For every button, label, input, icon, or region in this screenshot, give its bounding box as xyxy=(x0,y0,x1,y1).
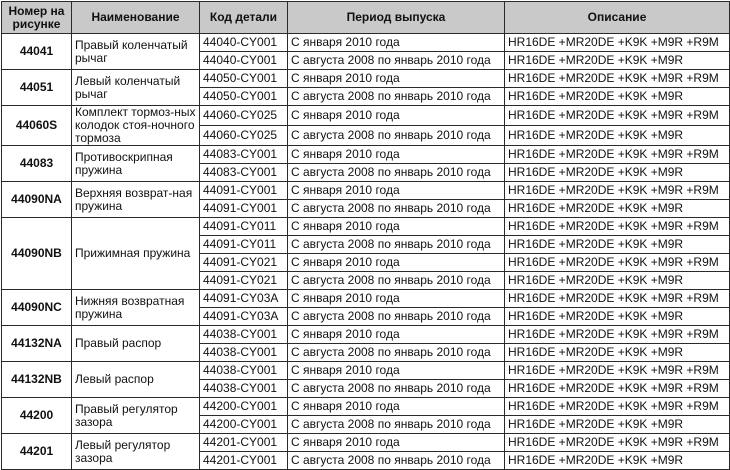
production-period-cell: С января 2010 года xyxy=(288,182,505,200)
production-period-cell: С августа 2008 по январь 2010 года xyxy=(288,380,505,398)
production-period-cell: С января 2010 года xyxy=(288,362,505,380)
part-code-cell: 44091-CY03A xyxy=(200,308,288,326)
description-cell: HR16DE +MR20DE +K9K +M9R xyxy=(505,52,730,70)
description-cell: HR16DE +MR20DE +K9K +M9R +R9M xyxy=(505,362,730,380)
table-header xyxy=(2,2,730,34)
production-period-cell: С января 2010 года xyxy=(288,34,505,52)
production-period-cell: С января 2010 года xyxy=(288,398,505,416)
table-row xyxy=(2,34,730,52)
header-row xyxy=(2,2,730,34)
production-period-cell: С августа 2008 по январь 2010 года xyxy=(288,164,505,182)
description-cell: HR16DE +MR20DE +K9K +M9R xyxy=(505,344,730,362)
part-code-cell: 44040-CY001 xyxy=(200,52,288,70)
description-cell: HR16DE +MR20DE +K9K +M9R +R9M xyxy=(505,34,730,52)
header-part-code: Код детали xyxy=(200,2,288,34)
part-code-cell: 44060-CY025 xyxy=(200,126,288,146)
description-cell: HR16DE +MR20DE +K9K +M9R +R9M xyxy=(505,70,730,88)
production-period-cell: С августа 2008 по январь 2010 года xyxy=(288,344,505,362)
part-name-cell: Нижняя возвратная пружина xyxy=(72,290,200,326)
production-period-cell: С августа 2008 по январь 2010 года xyxy=(288,452,505,470)
production-period-cell: С января 2010 года xyxy=(288,70,505,88)
part-code-cell: 44200-CY001 xyxy=(200,398,288,416)
figure-number-cell: 44051 xyxy=(2,70,72,106)
description-cell: HR16DE +MR20DE +K9K +M9R +R9M xyxy=(505,182,730,200)
description-cell: HR16DE +MR20DE +K9K +M9R +R9M xyxy=(505,146,730,164)
part-code-cell: 44038-CY001 xyxy=(200,380,288,398)
production-period-cell: С января 2010 года xyxy=(288,218,505,236)
parts-table xyxy=(1,1,730,470)
production-period-cell: С января 2010 года xyxy=(288,254,505,272)
part-code-cell: 44091-CY021 xyxy=(200,272,288,290)
part-code-cell: 44091-CY021 xyxy=(200,254,288,272)
part-code-cell: 44083-CY001 xyxy=(200,164,288,182)
figure-number-cell: 44083 xyxy=(2,146,72,182)
production-period-cell: С августа 2008 по январь 2010 года xyxy=(288,88,505,106)
description-cell: HR16DE +MR20DE +K9K +M9R +R9M xyxy=(505,290,730,308)
part-code-cell: 44201-CY001 xyxy=(200,434,288,452)
part-name-cell: Левый коленчатый рычаг xyxy=(72,70,200,106)
figure-number-cell: 44041 xyxy=(2,34,72,70)
description-cell: HR16DE +MR20DE +K9K +M9R +R9M xyxy=(505,380,730,398)
part-code-cell: 44038-CY001 xyxy=(200,362,288,380)
part-code-cell: 44091-CY001 xyxy=(200,200,288,218)
production-period-cell: С января 2010 года xyxy=(288,434,505,452)
part-code-cell: 44038-CY001 xyxy=(200,344,288,362)
production-period-cell: С января 2010 года xyxy=(288,326,505,344)
figure-number-cell: 44090NA xyxy=(2,182,72,218)
production-period-cell: С августа 2008 по январь 2010 года xyxy=(288,308,505,326)
description-cell: HR16DE +MR20DE +K9K +M9R xyxy=(505,236,730,254)
part-name-cell: Правый коленчатый рычаг xyxy=(72,34,200,70)
part-code-cell: 44040-CY001 xyxy=(200,34,288,52)
production-period-cell: С августа 2008 по январь 2010 года xyxy=(288,126,505,146)
part-code-cell: 44050-CY001 xyxy=(200,70,288,88)
description-cell: HR16DE +MR20DE +K9K +M9R +R9M xyxy=(505,106,730,126)
figure-number-cell: 44090NB xyxy=(2,218,72,290)
table-row xyxy=(2,182,730,200)
table-row xyxy=(2,218,730,236)
table-row xyxy=(2,290,730,308)
description-cell: HR16DE +MR20DE +K9K +M9R +R9M xyxy=(505,326,730,344)
description-cell: HR16DE +MR20DE +K9K +M9R +R9M xyxy=(505,218,730,236)
figure-number-cell: 44090NC xyxy=(2,290,72,326)
figure-number-cell: 44060S xyxy=(2,106,72,146)
part-code-cell: 44060-CY025 xyxy=(200,106,288,126)
production-period-cell: С августа 2008 по январь 2010 года xyxy=(288,416,505,434)
production-period-cell: С января 2010 года xyxy=(288,290,505,308)
production-period-cell: С января 2010 года xyxy=(288,146,505,164)
description-cell: HR16DE +MR20DE +K9K +M9R xyxy=(505,200,730,218)
part-name-cell: Правый распор xyxy=(72,326,200,362)
figure-number-cell: 44201 xyxy=(2,434,72,470)
header-description: Описание xyxy=(505,2,730,34)
description-cell: HR16DE +MR20DE +K9K +M9R +R9M xyxy=(505,398,730,416)
description-cell: HR16DE +MR20DE +K9K +M9R xyxy=(505,308,730,326)
table-body xyxy=(2,34,730,470)
part-code-cell: 44200-CY001 xyxy=(200,416,288,434)
part-code-cell: 44201-CY001 xyxy=(200,452,288,470)
table-row xyxy=(2,70,730,88)
part-code-cell: 44091-CY011 xyxy=(200,236,288,254)
description-cell: HR16DE +MR20DE +K9K +M9R xyxy=(505,452,730,470)
production-period-cell: С августа 2008 по январь 2010 года xyxy=(288,236,505,254)
production-period-cell: С августа 2008 по январь 2010 года xyxy=(288,52,505,70)
description-cell: HR16DE +MR20DE +K9K +M9R xyxy=(505,416,730,434)
description-cell: HR16DE +MR20DE +K9K +M9R xyxy=(505,88,730,106)
part-code-cell: 44091-CY011 xyxy=(200,218,288,236)
figure-number-cell: 44200 xyxy=(2,398,72,434)
table-row xyxy=(2,106,730,126)
part-code-cell: 44083-CY001 xyxy=(200,146,288,164)
table-row xyxy=(2,434,730,452)
description-cell: HR16DE +MR20DE +K9K +M9R +R9M xyxy=(505,434,730,452)
description-cell: HR16DE +MR20DE +K9K +M9R xyxy=(505,164,730,182)
part-name-cell: Левый распор xyxy=(72,362,200,398)
part-name-cell: Левый регулятор зазора xyxy=(72,434,200,470)
table-row xyxy=(2,146,730,164)
header-fig-number: Номер на рисунке xyxy=(2,2,72,34)
table-row xyxy=(2,326,730,344)
figure-number-cell: 44132NB xyxy=(2,362,72,398)
table-row xyxy=(2,398,730,416)
production-period-cell: С августа 2008 по январь 2010 года xyxy=(288,272,505,290)
part-name-cell: Противоскрипная пружина xyxy=(72,146,200,182)
part-code-cell: 44091-CY03A xyxy=(200,290,288,308)
part-name-cell: Верхняя возврат-ная пружина xyxy=(72,182,200,218)
table-row xyxy=(2,362,730,380)
figure-number-cell: 44132NA xyxy=(2,326,72,362)
description-cell: HR16DE +MR20DE +K9K +M9R +R9M xyxy=(505,254,730,272)
part-name-cell: Правый регулятор зазора xyxy=(72,398,200,434)
description-cell: HR16DE +MR20DE +K9K +M9R xyxy=(505,272,730,290)
part-code-cell: 44050-CY001 xyxy=(200,88,288,106)
part-name-cell: Прижимная пружина xyxy=(72,218,200,290)
production-period-cell: С августа 2008 по январь 2010 года xyxy=(288,200,505,218)
header-name: Наименование xyxy=(72,2,200,34)
production-period-cell: С января 2010 года xyxy=(288,106,505,126)
description-cell: HR16DE +MR20DE +K9K +M9R xyxy=(505,126,730,146)
header-period: Период выпуска xyxy=(288,2,505,34)
part-name-cell: Комплект тормоз-ных колодок стоя-ночного тормоза xyxy=(72,106,200,146)
part-code-cell: 44038-CY001 xyxy=(200,326,288,344)
part-code-cell: 44091-CY001 xyxy=(200,182,288,200)
